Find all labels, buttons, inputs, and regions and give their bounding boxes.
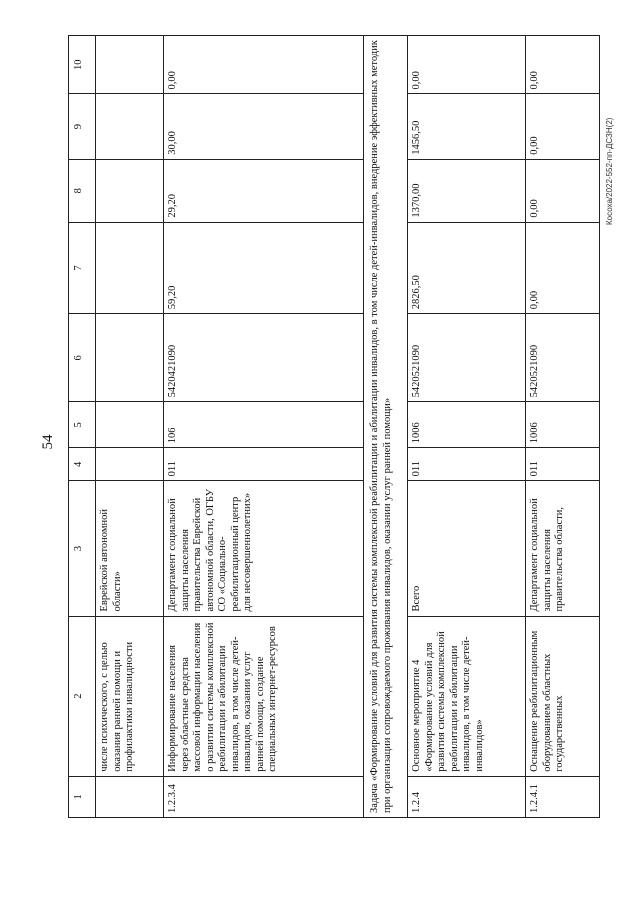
col-header-7: 7: [69, 222, 96, 314]
amount-c7: 2826,50: [408, 222, 526, 314]
code-c5: 106: [164, 402, 364, 448]
amount-c9: 0,00: [526, 94, 600, 159]
task-text: Задача «Формирование условий для развития системы комплексной реабилитации и абилитации инвалидов, в том числе детей-инвалидов, внедрение эффективных методик при организации сопровождаемого проживания инвалидов, оказании услуг ранней помощи»: [364, 36, 408, 818]
activity-name: Информирование населения через областные средства массовой информации населения о развитии системы комплексной реабилитации и абилитации инвалидов, в том числе детей-инвалидов, оказании услуг ранней помощи, создание специальных интернет-ресурсов: [164, 616, 364, 776]
col-header-1: 1: [69, 776, 96, 817]
activity-name: Основное мероприятие 4 «Формирование условий для развития системы комплексной реабилитации и абилитации инвалидов, в том числе детей-инвалидов»: [408, 616, 526, 776]
code-c5: 1006: [408, 402, 526, 448]
amount-c9: 30,00: [164, 94, 364, 159]
responsible: Департамент социальной защиты населения правительства Еврейской автономной области, ОГБУ СО «Социально-реабилитационный центр для несовершеннолетних»: [164, 481, 364, 616]
row-number: 1.2.3.4: [164, 776, 364, 817]
cell-c5: [96, 402, 164, 448]
amount-c7: 0,00: [526, 222, 600, 314]
cell-c8: [96, 159, 164, 222]
budget-table: [68, 35, 600, 818]
code-c5: 1006: [526, 402, 600, 448]
responsible: Еврейской автономной области»: [96, 481, 164, 616]
amount-c8: 1370,00: [408, 159, 526, 222]
col-header-2: 2: [69, 616, 96, 776]
header-row: [69, 36, 96, 818]
col-header-9: 9: [69, 94, 96, 159]
cell-c10: [96, 36, 164, 94]
table-row: [408, 36, 526, 818]
page-number: 54: [40, 434, 56, 450]
activity-name: Оснащение реабилитационным оборудованием областных государственных: [526, 616, 600, 776]
code-c6: 5420421090: [164, 314, 364, 402]
amount-c10: 0,00: [164, 36, 364, 94]
cell-c9: [96, 94, 164, 159]
amount-c7: 59,20: [164, 222, 364, 314]
table-row: [526, 36, 600, 818]
cell-c6: [96, 314, 164, 402]
document-code: Косоха/2022-552-пп-ДСЗН(2): [605, 117, 614, 225]
row-number: 1.2.4: [408, 776, 526, 817]
amount-c10: 0,00: [526, 36, 600, 94]
code-c6: 5420521090: [526, 314, 600, 402]
table-row: [96, 36, 164, 818]
code-c4: 011: [408, 448, 526, 481]
activity-name: числе психического, с целью оказания ранней помощи и профилактики инвалидности: [96, 616, 164, 776]
code-c4: 011: [526, 448, 600, 481]
col-header-4: 4: [69, 448, 96, 481]
amount-c8: 29,20: [164, 159, 364, 222]
task-row: [364, 36, 408, 818]
table-row: [164, 36, 364, 818]
cell-c7: [96, 222, 164, 314]
col-header-8: 8: [69, 159, 96, 222]
col-header-6: 6: [69, 314, 96, 402]
amount-c9: 1456,50: [408, 94, 526, 159]
col-header-10: 10: [69, 36, 96, 94]
responsible: Всего: [408, 481, 526, 616]
cell-c4: [96, 448, 164, 481]
responsible: Департамент социальной защиты населения правительства области,: [526, 481, 600, 616]
code-c6: 5420521090: [408, 314, 526, 402]
amount-c8: 0,00: [526, 159, 600, 222]
amount-c10: 0,00: [408, 36, 526, 94]
col-header-5: 5: [69, 402, 96, 448]
row-number: 1.2.4.1: [526, 776, 600, 817]
code-c4: 011: [164, 448, 364, 481]
row-number: [96, 776, 164, 817]
col-header-3: 3: [69, 481, 96, 616]
